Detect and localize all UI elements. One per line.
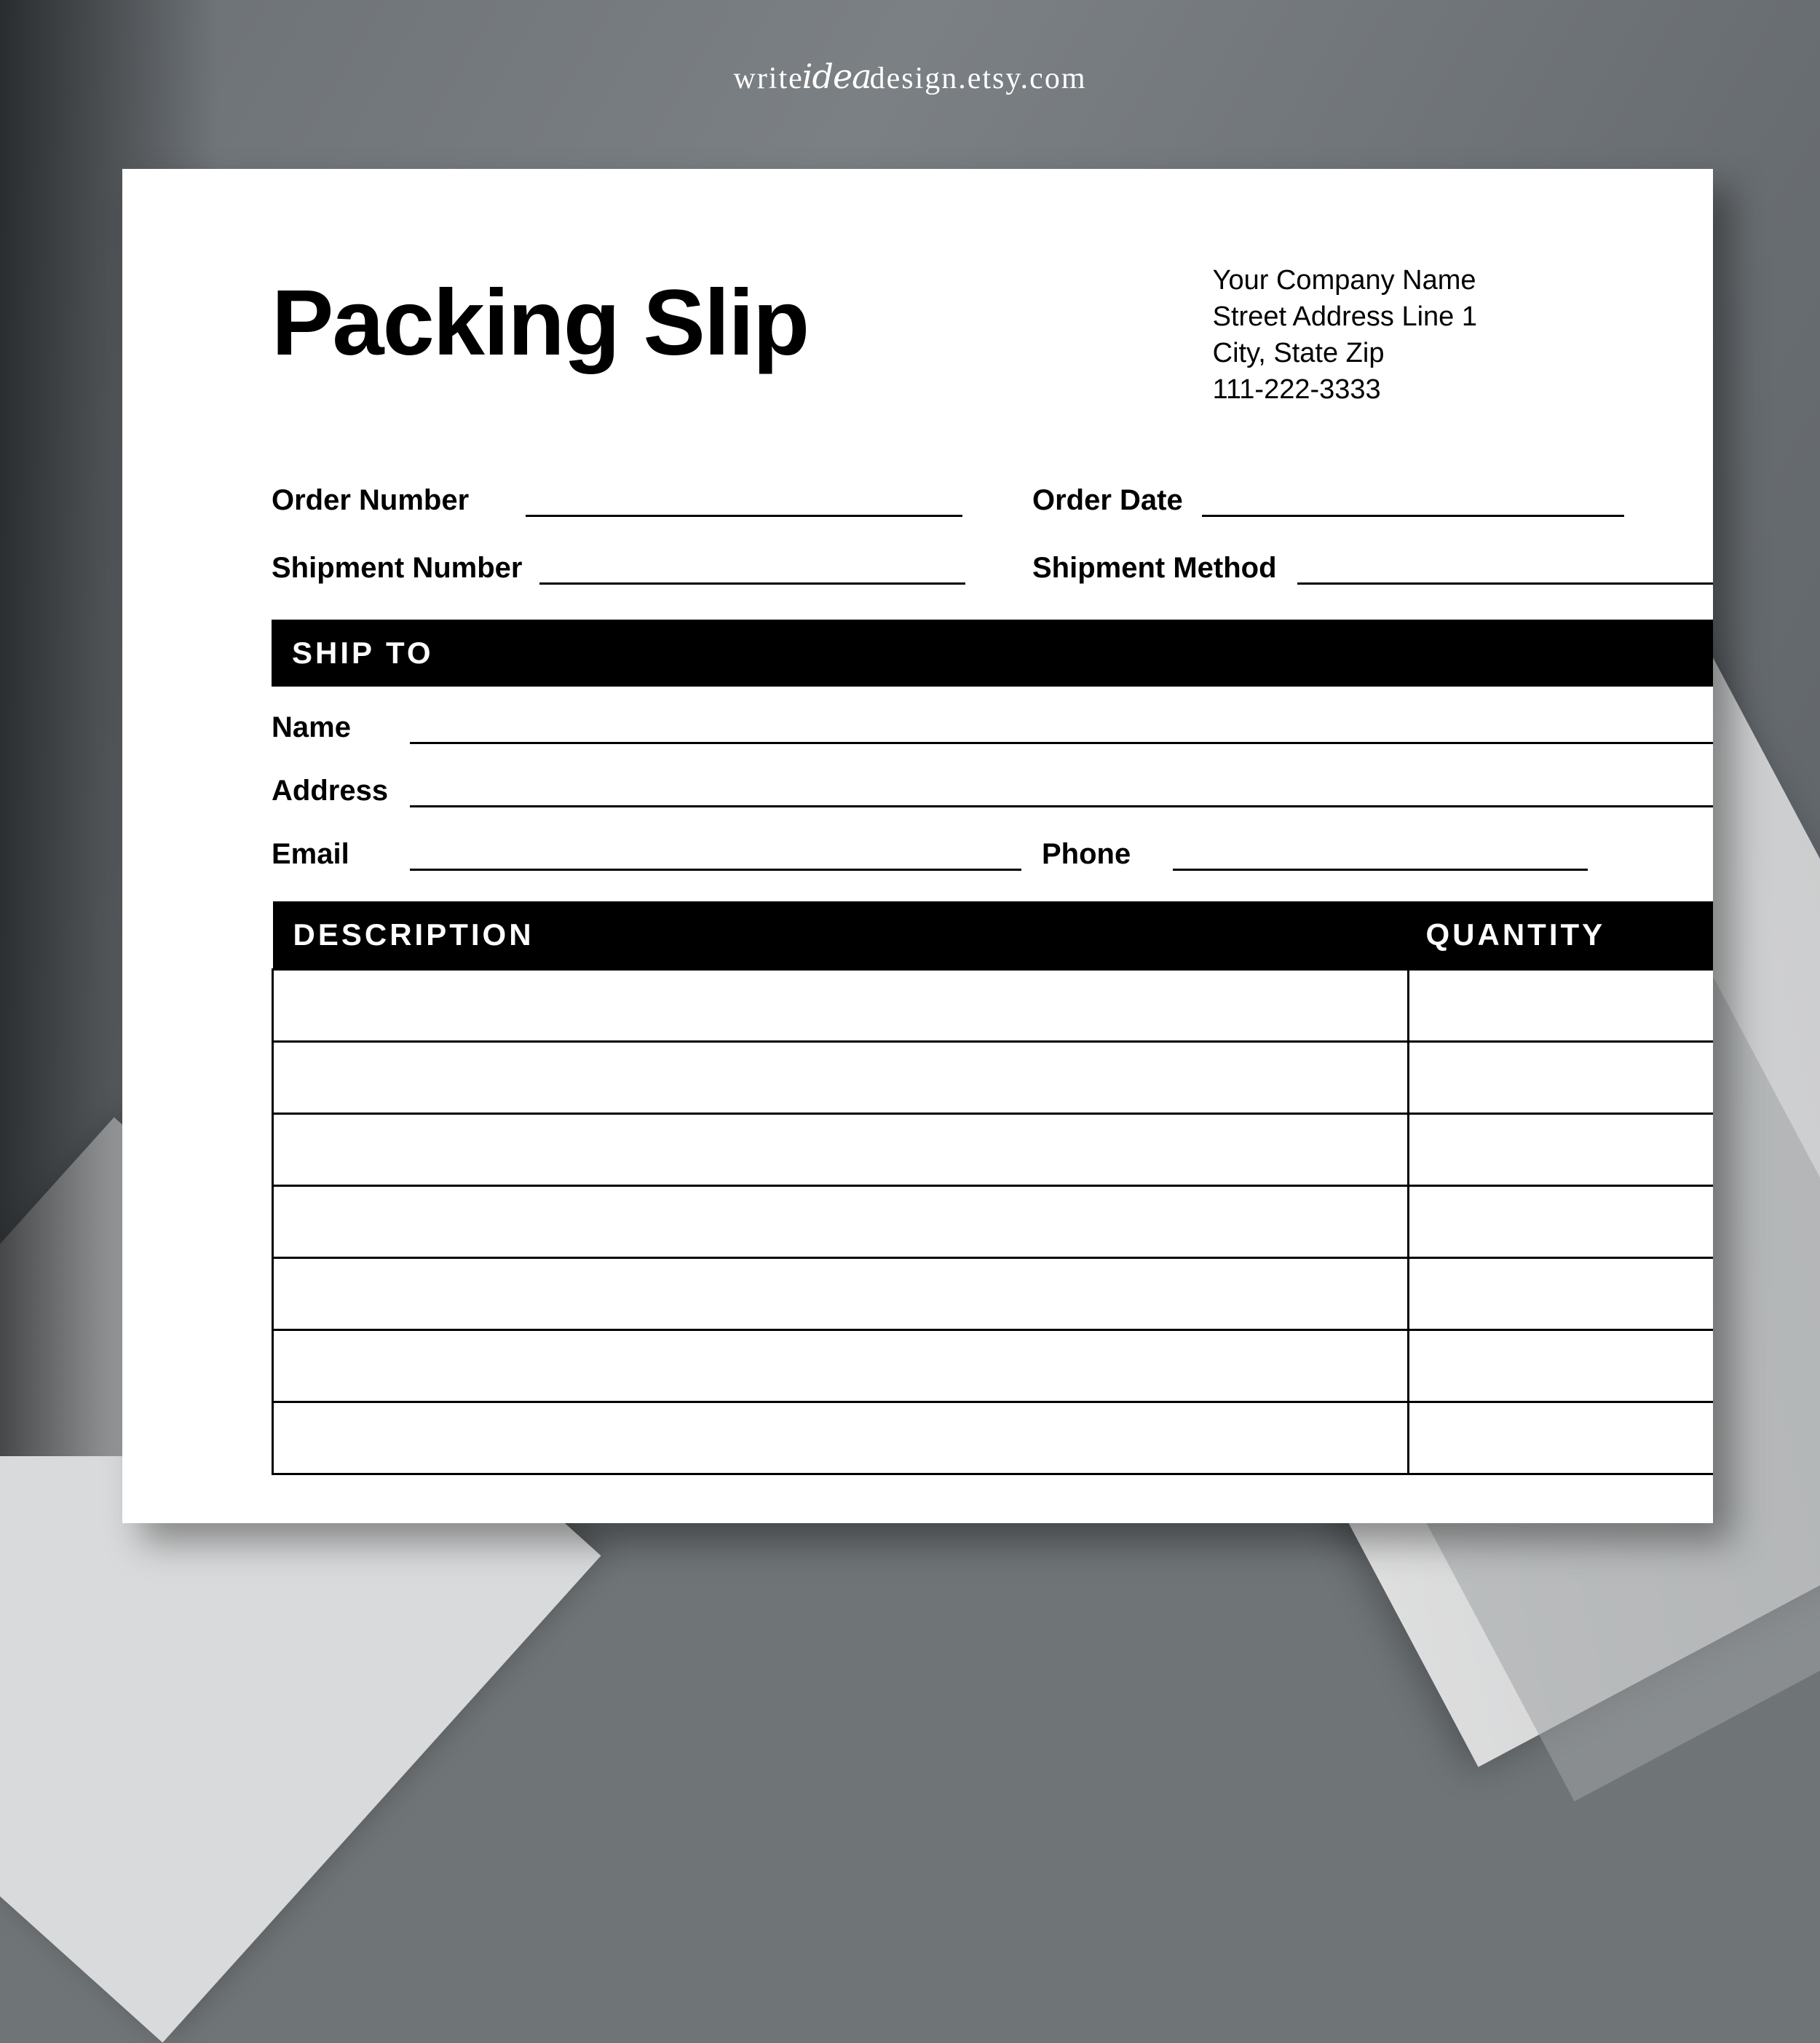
order-number-field[interactable]: [272, 484, 1032, 517]
ship-to-name-field[interactable]: [272, 711, 1713, 744]
column-header-description: DESCRIPTION: [273, 901, 1409, 970]
table-row[interactable]: [273, 1329, 1714, 1402]
column-header-quantity: QUANTITY: [1409, 901, 1714, 970]
cell-quantity[interactable]: [1409, 1257, 1714, 1329]
shipment-number-field[interactable]: [272, 552, 1032, 585]
cell-quantity[interactable]: [1409, 1113, 1714, 1185]
ship-to-contact-row: [272, 838, 1713, 871]
document-header: [217, 220, 1631, 408]
cell-quantity[interactable]: [1409, 1041, 1714, 1113]
company-phone: 111-222-3333: [1212, 374, 1381, 406]
page-title: Packing Slip: [272, 271, 809, 375]
cell-description[interactable]: [273, 1041, 1409, 1113]
order-number-input[interactable]: [526, 515, 962, 517]
order-date-field[interactable]: [1032, 484, 1624, 517]
ship-to-address-field[interactable]: [272, 775, 1713, 807]
company-street: Street Address Line 1: [1212, 301, 1477, 333]
company-name: Your Company Name: [1212, 265, 1476, 296]
table-row[interactable]: [273, 1185, 1714, 1257]
ship-to-name-label: Name: [272, 711, 351, 743]
table-row[interactable]: [273, 1041, 1714, 1113]
cell-description[interactable]: [273, 1402, 1409, 1474]
cell-description[interactable]: [273, 969, 1409, 1041]
ship-to-phone-label: Phone: [1042, 837, 1131, 870]
packing-slip-page: [122, 169, 1713, 1523]
meta-row-shipment: [272, 552, 1713, 585]
order-number-label: Order Number: [272, 483, 470, 516]
shop-watermark: [0, 57, 1820, 96]
table-row[interactable]: [273, 1257, 1714, 1329]
ship-to-email-input[interactable]: [410, 869, 1021, 871]
cell-quantity[interactable]: [1409, 969, 1714, 1041]
watermark-part-1: write: [733, 62, 804, 95]
ship-to-address-label: Address: [272, 774, 389, 807]
ship-to-section-header: SHIP TO: [272, 620, 1713, 687]
table-row[interactable]: [273, 1402, 1714, 1474]
ship-to-phone-input[interactable]: [1173, 869, 1588, 871]
order-meta-fields: [272, 484, 1713, 585]
shipment-number-label: Shipment Number: [272, 551, 523, 584]
shipment-method-field[interactable]: [1032, 552, 1713, 585]
ship-to-name-input[interactable]: [410, 742, 1713, 744]
cell-quantity[interactable]: [1409, 1185, 1714, 1257]
items-table: [272, 901, 1713, 1475]
table-row[interactable]: [273, 1113, 1714, 1185]
ship-to-email-label: Email: [272, 837, 349, 870]
cell-quantity[interactable]: [1409, 1329, 1714, 1402]
cell-description[interactable]: [273, 1185, 1409, 1257]
cell-quantity[interactable]: [1409, 1402, 1714, 1474]
company-city-state-zip: City, State Zip: [1212, 338, 1385, 369]
watermark-part-2: idea: [802, 57, 871, 96]
company-info-block: [1213, 262, 1477, 408]
shipment-method-label: Shipment Method: [1032, 551, 1277, 584]
cell-description[interactable]: [273, 1257, 1409, 1329]
order-date-input[interactable]: [1202, 515, 1624, 517]
ship-to-fields: [272, 711, 1713, 871]
items-table-header-row: [273, 901, 1714, 970]
cell-description[interactable]: [273, 1329, 1409, 1402]
shipment-method-input[interactable]: [1297, 582, 1713, 585]
meta-row-order: [272, 484, 1713, 517]
watermark-part-3: design.etsy.com: [869, 62, 1087, 95]
table-row[interactable]: [273, 969, 1714, 1041]
order-date-label: Order Date: [1032, 483, 1183, 516]
ship-to-address-input[interactable]: [410, 805, 1713, 807]
cell-description[interactable]: [273, 1113, 1409, 1185]
shipment-number-input[interactable]: [539, 582, 965, 585]
